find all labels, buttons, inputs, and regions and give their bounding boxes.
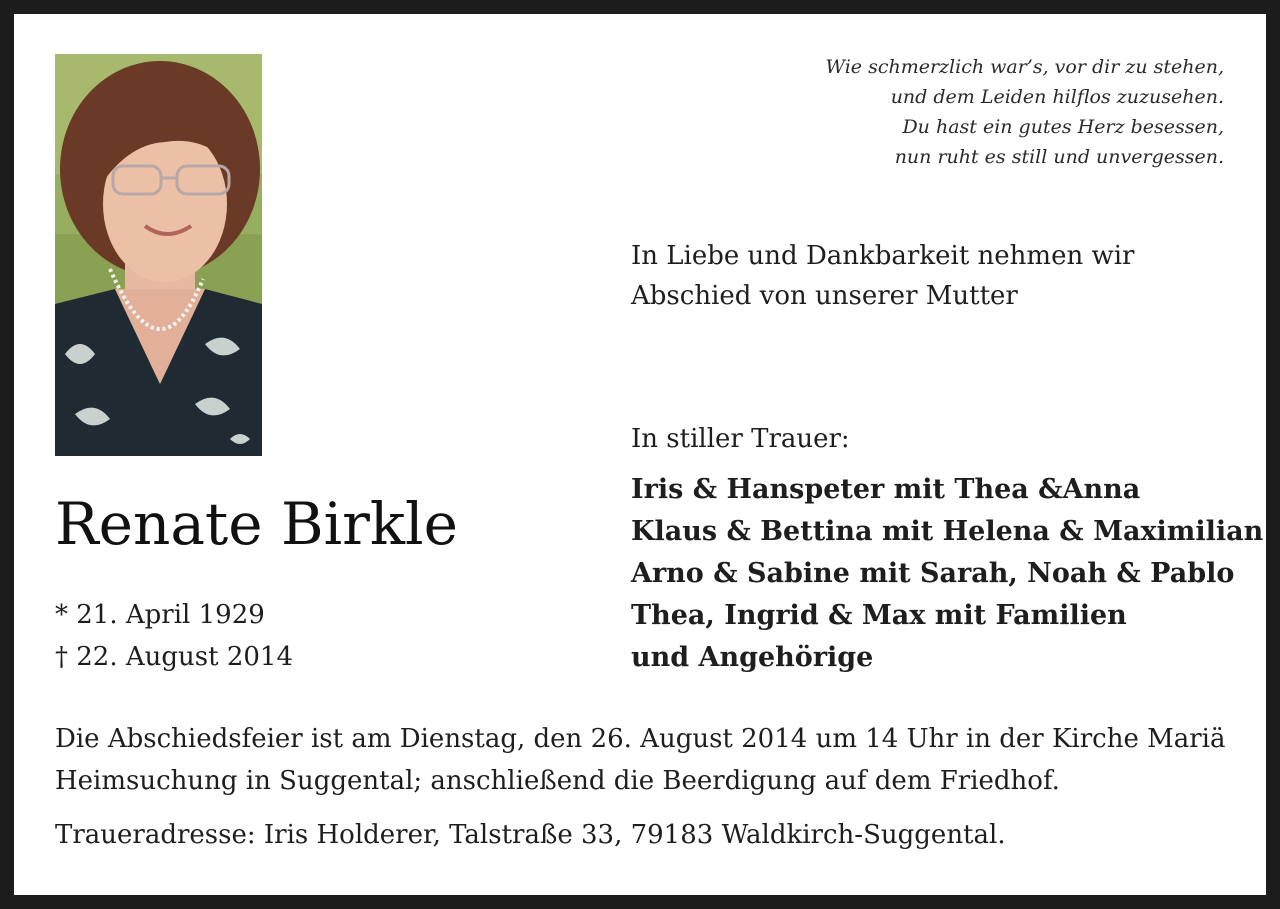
poem-line: und dem Leiden hilflos zuzusehen. <box>890 86 1224 108</box>
intro-line: Abschied von unserer Mutter <box>631 281 1018 311</box>
portrait-illustration <box>55 54 262 456</box>
mourners-heading: In stiller Trauer: <box>631 424 850 454</box>
mourner-line: Klaus & Bettina mit Helena & Maximilian <box>631 516 1264 547</box>
life-dates <box>55 594 293 678</box>
mourner-line: und Angehörige <box>631 642 874 673</box>
poem-line: nun ruht es still und unvergessen. <box>894 146 1224 168</box>
obituary-card <box>14 14 1266 895</box>
mourners-list <box>631 469 1264 679</box>
mourner-line: Thea, Ingrid & Max mit Familien <box>631 600 1127 631</box>
poem-line: Wie schmerzlich war’s, vor dir zu stehen, <box>825 56 1224 78</box>
mourner-line: Arno & Sabine mit Sarah, Noah & Pablo <box>631 558 1235 589</box>
memorial-poem <box>704 52 1224 172</box>
farewell-intro <box>631 236 1231 316</box>
death-date: † 22. August 2014 <box>55 642 294 672</box>
poem-line: Du hast ein gutes Herz besessen, <box>902 116 1224 138</box>
portrait-photo <box>55 54 262 456</box>
ceremony-notice: Die Abschiedsfeier ist am Dienstag, den 26. August 2014 um 14 Uhr in der Kirche Mariä Heimsuchung in Suggental; anschließend die Beerdigung auf dem Friedhof. <box>55 724 1226 796</box>
mourning-address: Traueradresse: Iris Holderer, Talstraße 33, 79183 Waldkirch-Suggental. <box>55 820 1006 850</box>
mourner-line: Iris & Hanspeter mit Thea &Anna <box>631 474 1141 505</box>
deceased-name: Renate Birkle <box>55 490 458 558</box>
birth-date: * 21. April 1929 <box>55 600 265 630</box>
intro-line: In Liebe und Dankbarkeit nehmen wir <box>631 241 1135 271</box>
